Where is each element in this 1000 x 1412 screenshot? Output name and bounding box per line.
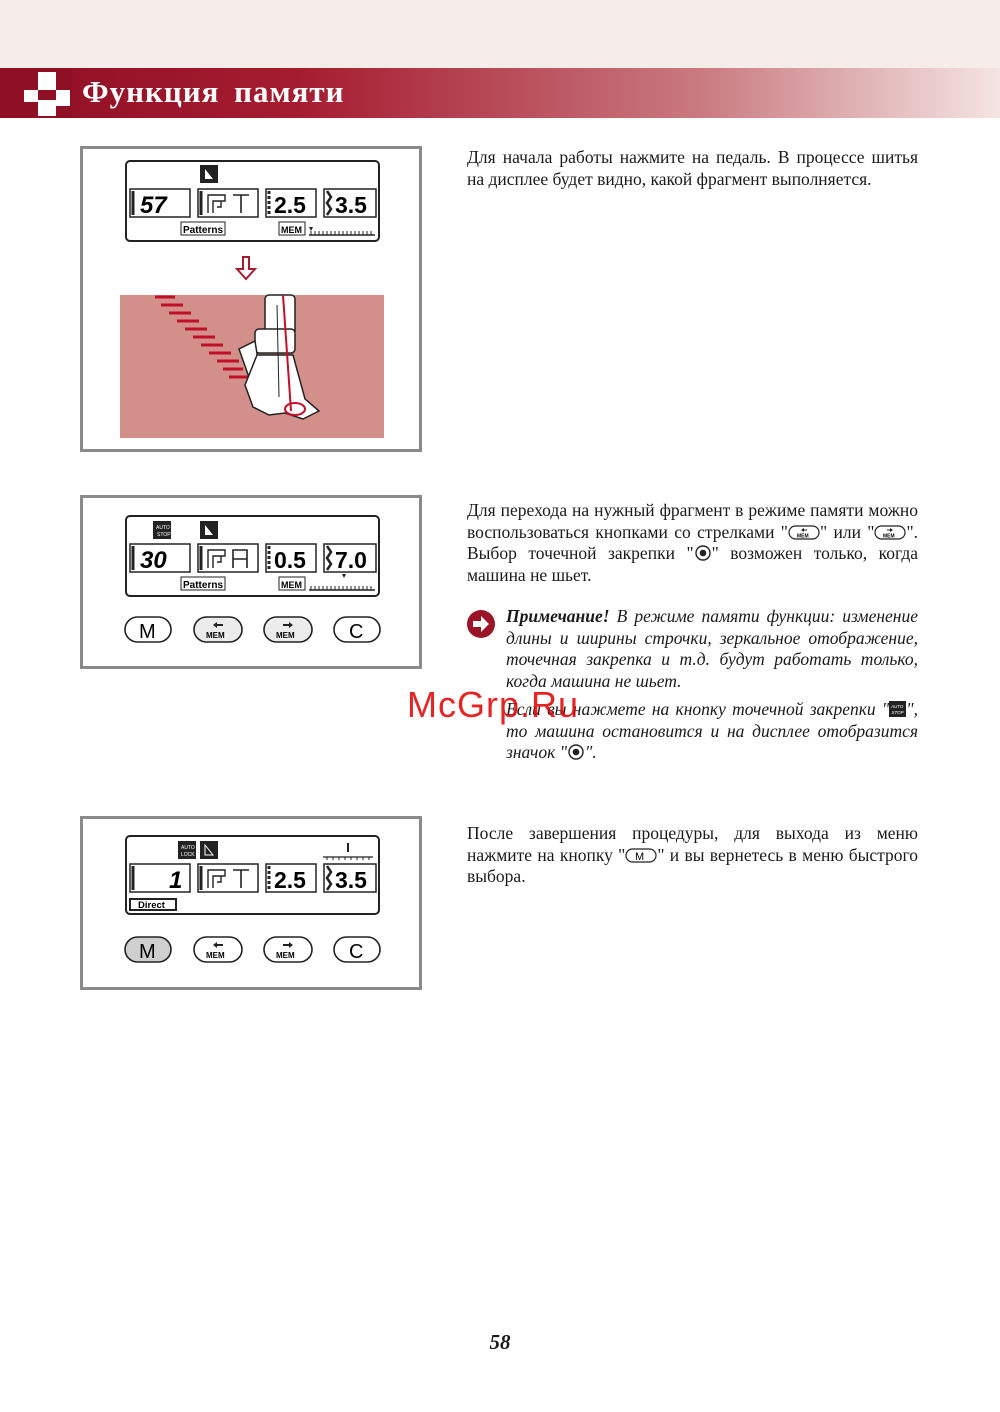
paragraph-1-text: Для начала работы нажмите на педаль. В процессе шитья на дисплее будет видно, какой фрагмент выполняется. (467, 147, 918, 189)
auto-stop-inline-icon (889, 701, 906, 717)
c-button[interactable] (334, 617, 380, 643)
paragraph-memory-navigation: Для перехода на нужный фрагмент в режиме памяти можно воспользоваться кнопками со стрелками " MEM " или " MEM ". Выбор точечной закрепки " " возможен только, когда машина не шьет. (467, 500, 918, 585)
header-band (0, 0, 1000, 68)
pattern-number-digits: 57 (140, 192, 167, 219)
stop-label: STOP (157, 532, 171, 538)
lock-label: LOCK (181, 852, 195, 858)
mem-forward-inline-icon (874, 525, 906, 540)
figure-1-art (83, 149, 419, 449)
svg-text:C: C (349, 941, 364, 963)
svg-text:M: M (139, 621, 156, 643)
note-text-1: В режиме памяти функции: изменение длины и ширины строчки, зеркальное отображение, точечная закрепка и т.д. будут работать только, когда машина не шьет. (506, 606, 918, 691)
page-title: Функция памяти (82, 74, 345, 109)
stitch-length-value: 0.5 (274, 547, 306, 573)
note-arrow-icon (466, 609, 496, 639)
svg-text:MEM: MEM (206, 951, 225, 960)
svg-text:STOP: STOP (891, 710, 904, 715)
figure-display-buttons (80, 495, 422, 669)
point-lock-icon (694, 545, 712, 561)
mem-label: MEM (281, 580, 302, 590)
figure-display-sewing (80, 146, 422, 452)
stitch-width-value: 7.0 (335, 547, 367, 573)
stitch-width-value: 3.5 (335, 867, 367, 893)
note-block-2: Если вы нажмете на кнопку точечной закрепки " AUTO STOP ", то машина остановится и на дисплее отобразится значок " ". (506, 699, 918, 762)
mode-label: Direct (138, 900, 165, 911)
mem-back-button[interactable] (194, 937, 242, 962)
m-button[interactable] (125, 937, 171, 963)
figure-3-art (83, 819, 419, 987)
figure-2-art (83, 498, 419, 666)
mem-back-button[interactable] (194, 617, 242, 642)
paragraph-start-sewing (467, 147, 918, 190)
section-logo-icon (0, 68, 72, 118)
auto-label: AUTO (181, 845, 195, 851)
paragraph-exit-memory: После завершения процедуры, для выхода из меню нажмите на кнопку " M " и вы вернетесь в меню быстрого выбора. (467, 823, 919, 886)
svg-text:MEM: MEM (796, 533, 809, 539)
svg-text:M: M (635, 850, 645, 863)
m-button-inline-icon (625, 848, 657, 863)
pattern-number-digits: 1 (169, 867, 183, 894)
note-block (506, 606, 918, 692)
stitch-length-value: 2.5 (274, 867, 306, 893)
svg-text:C: C (349, 621, 364, 643)
mode-label: Patterns (183, 225, 224, 236)
auto-label: AUTO (156, 525, 170, 531)
mem-forward-button[interactable] (264, 617, 312, 642)
watermark: McGrp.Ru (407, 684, 580, 725)
page-number: 58 (489, 1330, 511, 1354)
pattern-number-digits: 30 (140, 547, 167, 574)
svg-text:AUTO: AUTO (891, 704, 904, 709)
svg-text:MEM: MEM (883, 533, 896, 539)
point-lock-icon (567, 744, 585, 760)
svg-text:MEM: MEM (276, 951, 295, 960)
mode-label: Patterns (183, 580, 224, 591)
mem-forward-button[interactable] (264, 937, 312, 962)
svg-text:MEM: MEM (276, 631, 295, 640)
figure-direct-mode (80, 816, 422, 990)
mem-label: MEM (281, 225, 302, 235)
c-button[interactable] (334, 937, 380, 963)
stitch-length-value: 2.5 (274, 192, 306, 218)
note-label: Примечание! (506, 606, 610, 626)
stitch-width-value: 3.5 (335, 192, 367, 218)
svg-text:MEM: MEM (206, 631, 225, 640)
down-arrow-icon (237, 257, 255, 279)
mem-back-inline-icon (788, 525, 820, 540)
svg-text:M: M (139, 941, 156, 963)
m-button[interactable] (125, 617, 171, 643)
